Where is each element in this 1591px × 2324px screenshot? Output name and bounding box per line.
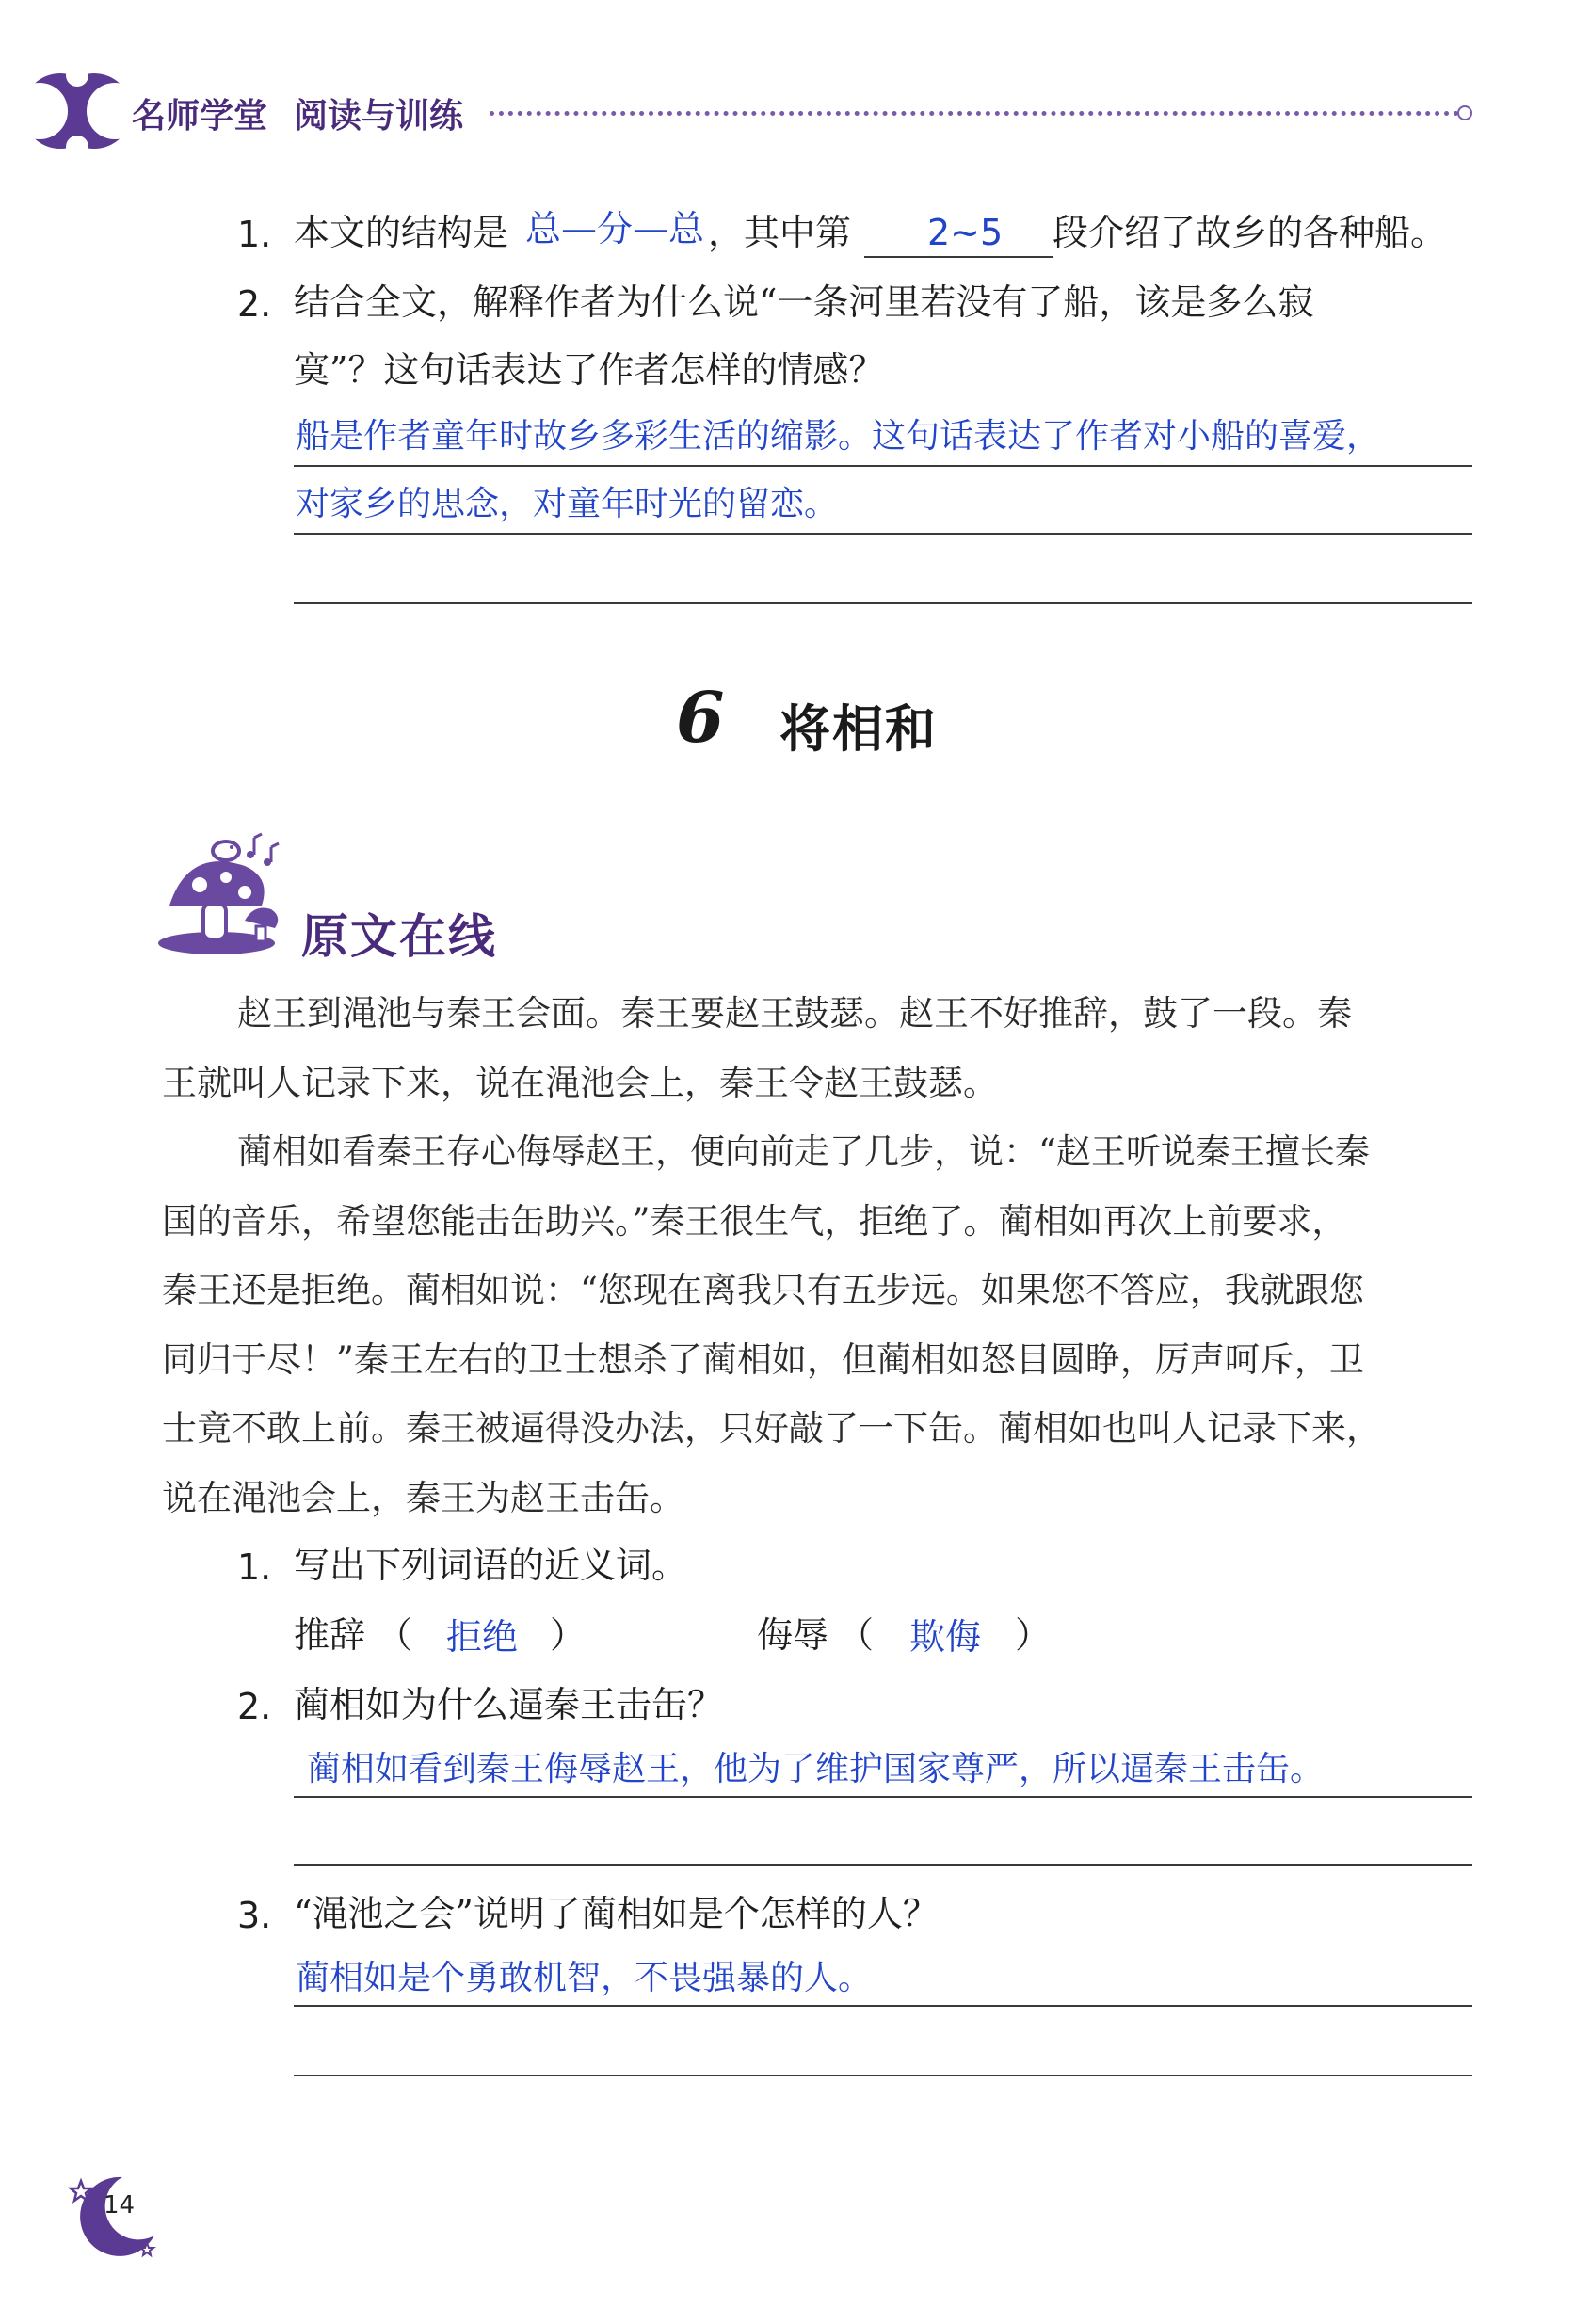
- answer-line: [294, 2075, 1472, 2076]
- answer-line: [294, 602, 1472, 604]
- prev-q2-answer-line1: 船是作者童年时故乡多彩生活的缩影。这句话表达了作者对小船的喜爱，: [296, 417, 1381, 456]
- q1-close-paren: ）: [1015, 1614, 1052, 1656]
- q2-answer: 蔺相如看到秦王侮辱赵王，他为了维护国家尊严，所以逼秦王击缶。: [307, 1750, 1325, 1788]
- prev-q2-text-line1: 结合全文，解释作者为什么说“一条河里若没有了船，该是多么寂: [294, 281, 1314, 323]
- mushroom-bird-icon: [151, 819, 292, 960]
- q3-text: “渑池之会”说明了蔺相如是个怎样的人？: [294, 1893, 939, 1934]
- passage-line: 蔺相如看秦王存心侮辱赵王，便向前走了几步，说：“赵王听说秦王擅长秦: [237, 1131, 1370, 1172]
- answer-line: [294, 1796, 1472, 1798]
- q1-close-paren: ）: [550, 1614, 587, 1656]
- prev-q2-text-line2: 寞”？这句话表达了作者怎样的情感？: [294, 349, 885, 391]
- prev-q2-number: 2.: [237, 283, 272, 325]
- prev-q1-text-after: 段介绍了故乡的各种船。: [1053, 212, 1447, 253]
- passage-line: 赵王到渑池与秦王会面。秦王要赵王鼓瑟。赵王不好推辞，鼓了一段。秦: [237, 993, 1352, 1034]
- q1-number: 1.: [237, 1547, 272, 1588]
- lesson-title: 将相和: [779, 699, 938, 759]
- book-subtitle: 阅读与训练: [294, 97, 464, 136]
- q1-open-paren: （: [838, 1614, 875, 1656]
- prev-q1-text-middle: ，其中第: [708, 212, 852, 253]
- prev-q1-structure-answer: 总—分—总: [525, 208, 705, 249]
- answer-line: [294, 2005, 1472, 2007]
- section-title: 原文在线: [301, 909, 497, 964]
- series-name: 名师学堂: [132, 97, 268, 136]
- q3-answer: 蔺相如是个勇敢机智，不畏强暴的人。: [296, 1959, 873, 1997]
- header-rule: [490, 111, 1459, 116]
- q1-answer1: 拒绝: [446, 1616, 519, 1658]
- answer-line: [294, 1864, 1472, 1866]
- passage-line: 士竟不敢上前。秦王被逼得没办法，只好敲了一下缶。蔺相如也叫人记录下来，: [162, 1408, 1381, 1449]
- series-logo-icon: [21, 66, 134, 155]
- header-rule-end-icon: [1457, 105, 1472, 120]
- prev-q1-blank-line: [864, 256, 1053, 258]
- q3-number: 3.: [237, 1895, 272, 1936]
- q1-open-paren: （: [377, 1614, 413, 1656]
- q1-text: 写出下列词语的近义词。: [294, 1545, 688, 1586]
- q1-word2: 侮辱: [757, 1614, 829, 1656]
- prev-q1-paragraph-answer: 2~5: [927, 212, 1004, 253]
- passage-line: 国的音乐，希望您能击缶助兴。”秦王很生气，拒绝了。蔺相如再次上前要求，: [162, 1200, 1347, 1242]
- passage-line: 说在渑池会上，秦王为赵王击缶。: [162, 1477, 684, 1518]
- answer-line: [294, 465, 1472, 467]
- prev-q1-text-before: 本文的结构是: [294, 212, 509, 253]
- prev-q1-number: 1.: [237, 214, 272, 255]
- passage-line: 王就叫人记录下来，说在渑池会上，秦王令赵王鼓瑟。: [162, 1062, 998, 1103]
- page-number: 14: [104, 2191, 136, 2220]
- q1-answer2: 欺侮: [909, 1616, 982, 1658]
- q2-number: 2.: [237, 1686, 272, 1727]
- answer-line: [294, 533, 1472, 535]
- lesson-number: 6: [676, 678, 725, 759]
- passage-line: 同归于尽！”秦王左右的卫士想杀了蔺相如，但蔺相如怒目圆睁，厉声呵斥，卫: [162, 1338, 1364, 1380]
- reading-passage: [162, 979, 1470, 1532]
- prev-q2-answer-line2: 对家乡的思念，对童年时光的留恋。: [296, 485, 839, 523]
- q1-word1: 推辞: [294, 1614, 366, 1656]
- q2-text: 蔺相如为什么逼秦王击缶？: [294, 1684, 724, 1725]
- passage-line: 秦王还是拒绝。蔺相如说：“您现在离我只有五步远。如果您不答应，我就跟您: [162, 1270, 1364, 1310]
- header-title: [132, 89, 463, 137]
